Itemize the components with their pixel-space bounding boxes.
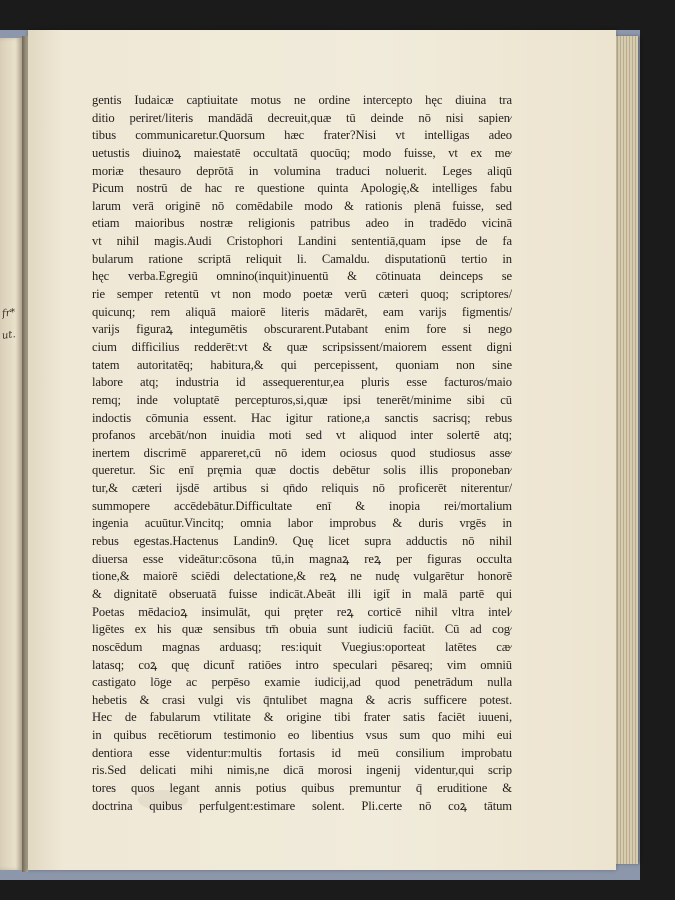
text-line: tores quos legant annis potius quibus premuntur q̄ eruditione & xyxy=(92,780,512,795)
text-line: inertem discrimē appareret,cū nō idem ociosus quod studiosus asse⁄ xyxy=(92,445,512,460)
text-line: tione,& maiorē sciēdi delectatione,& reꝝ ne nudę vulgarētur honorē xyxy=(92,569,512,584)
text-line: etiam maioribus nostræ religionis patribus adeo in tradēdo vicinā xyxy=(92,216,512,231)
text-line: rebus egestas.Hactenus Landin9. Quę licet supra adductis nō nihil xyxy=(92,534,512,549)
text-line: Picum nostrū de hac re questione quinta Apologię,& intelliges fabu xyxy=(92,181,512,196)
text-line: tatem autoritatēq; habitura,& qui percepissent, quoniam non sine xyxy=(92,357,512,372)
text-line: dentiora esse videntur:multis fortasis id meū consilium improbatu xyxy=(92,745,512,760)
text-line: gentis Iudaicæ captiuitate motus ne ordine intercepto hęc diuina tra xyxy=(92,93,512,107)
text-line: Hec de fabularum vtilitate & origine tibi frater satis faciēt iuueni, xyxy=(92,710,512,725)
text-line: in quibus recētiorum testimonio eo libentius vsus sum quo mihi eui xyxy=(92,728,512,743)
text-line: diuersa esse videātur:cōsona tū,in magnaꝝ reꝝ per figuras occulta xyxy=(92,551,512,566)
text-line: tur,& cæteri ijsdē artibus si qn̄do reliquis nō proficerēt niterentur/ xyxy=(92,481,512,496)
text-line: hebetis & crasi vulgi vis q̄ntulibet magna & acris sufficere potest. xyxy=(92,692,512,707)
text-line: & dignitatē obseruatā fuisse indicāt.Abeāt illi igit̄ in malā partē qui xyxy=(92,586,512,601)
text-line: remq; inde voluptatē percepturos,si,quæ ipsi tenerēt/minime sibi cū xyxy=(92,392,512,407)
text-line: ingenia acuūtur.Vincitq; omnia labor improbus & duris vrgēs in xyxy=(92,516,512,531)
text-line: rie semper retentū vt non modo poetæ verū cæteri quoq; scriptores/ xyxy=(92,287,512,302)
text-line: queretur. Sic enī pręmia quæ doctis debētur solis illis proponeban⁄ xyxy=(92,463,512,478)
text-line: ditio periret/literis mandādā decreuit,quæ tū deinde nō nisi sapien⁄ xyxy=(92,110,512,125)
text-line: moriæ thesauro deprōtā in volumina traduci noluerit. Leges aliqū xyxy=(92,163,512,178)
text-line: cium difficilius redderēt:vt & quæ scripsissent/maiorem essent digni xyxy=(92,339,512,354)
left-page-edge xyxy=(0,38,22,870)
text-block xyxy=(92,92,512,815)
text-line: labore atq; industria id assequerentur,ea pluris esse facturos/maio xyxy=(92,375,512,390)
text-line: castigato lōge ac perpēso examie iudicij,ad quod penetrādum nulla xyxy=(92,675,512,690)
text-line: larum verā originē nō comēdabile modo & rationis plenā fuisse, sed xyxy=(92,198,512,213)
text-line: noscēdum magnas arduasq; res:iquit Vuegius:oporteat latētes cæ⁄ xyxy=(92,639,512,654)
text-line: profanos arcebāt/non inuidia moti sed vt aliquod inter solertē atq; xyxy=(92,428,512,443)
text-line: vt nihil magis.Audi Cristophori Landini sententiā,quam ipse de fa xyxy=(92,234,512,249)
text-line: bularum ratione scriptā reliquit li. Camaldu. disputationū tertio in xyxy=(92,251,512,266)
text-line: latasq; coꝝ quę dicunt̄ ratiōes intro speculari pēsareq; vim omniū xyxy=(92,657,512,672)
margin-note: ut. xyxy=(1,329,17,342)
margin-note: fr* xyxy=(1,307,17,320)
text-line: summopere accēdebātur.Difficultate enī & inopia rei/mortalium xyxy=(92,498,512,513)
text-line: ligētes ex his quæ sensibus tm̄ obuia sunt iudiciū faciūt. Cū ad cog⁄ xyxy=(92,622,512,637)
text-line: doctrina quibus perfulgent:estimare solent. Pli.certe nō coꝝ tātum xyxy=(92,798,512,813)
text-line: tibus communicaretur.Quorsum hæc frater?Nisi vt intelligas adeo xyxy=(92,128,512,143)
text-line: ris.Sed delicati mihi nimis,ne dicā morosi ingenij videntur,qui scrip xyxy=(92,763,512,778)
text-line: indoctis cōmunia essent. Hac igitur ratione,a sanctis sacrisq; rebus xyxy=(92,410,512,425)
text-line: varijs figuraꝝ integumētis obscurarent.Putabant enim fore si nego xyxy=(92,322,512,337)
book-page xyxy=(28,30,616,870)
text-line: uetustis diuinoꝝ maiestatē occultatā quocūq; modo fuisse, vt ex me⁄ xyxy=(92,145,512,160)
text-line: quicunq; rem aliquā maiorē literis mādarēt, eam varijs figmentis/ xyxy=(92,304,512,319)
text-line: hęc verba.Egregiū omnino(inquit)inuentū & cōtinuata deinceps se xyxy=(92,269,512,284)
text-line: Poetas mēdacioꝝ insimulāt, qui pręter reꝝ corticē nihil vltra intel⁄ xyxy=(92,604,512,619)
